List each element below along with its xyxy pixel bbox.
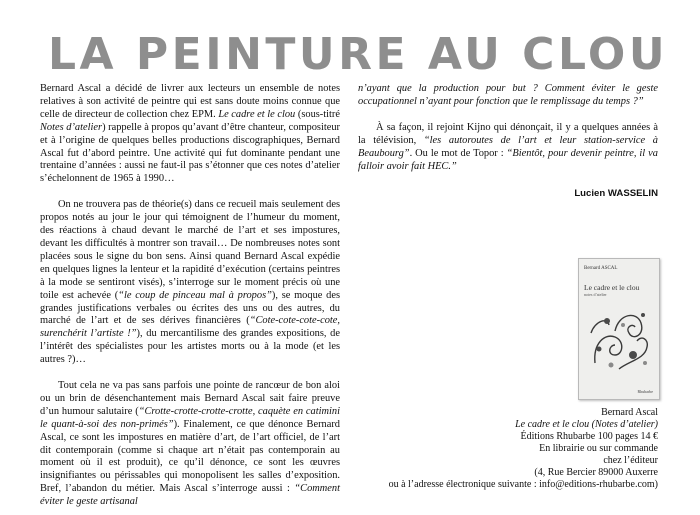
author-signature: Lucien WASSELIN [574, 188, 658, 199]
book-cover-title: Le cadre et le clou [584, 283, 640, 292]
caption-title-sub: (Notes d’atelier) [589, 419, 658, 430]
book-cover-artwork [585, 303, 653, 375]
text-run: ) rappelle à propos qu’avant d’être chanteur, compositeur et à l’origine de quelques belles productions discographiques, Bernard Ascal fut d’abord peintre. Une activité qui fut dominante pendant une trentaine d’années : aussi ne faut-il pas s’étonner que ces notes d’atelier s’échelonnent de 1965 à 1990… [40, 121, 340, 185]
caption-title [338, 419, 658, 431]
caption-address: (4, Rue Bercier 89000 Auxerre [534, 467, 658, 478]
right-column [358, 83, 658, 173]
text-run: Le cadre et le clou [218, 108, 296, 120]
book-cover-image [578, 258, 660, 400]
paragraph-2 [40, 199, 340, 367]
left-column [40, 83, 340, 509]
article-title: LA PEINTURE AU CLOU [48, 29, 669, 80]
text-run: ), se moque des grandes justifications verbales ou écrites des uns ou des autres, du marché de l’art et de ses dérives financières ( [40, 289, 340, 327]
text-run: ). Finalement, ce que dénonce Bernard Ascal, ce sont les impostures en matière d’art, de l’art officiel, de l’art dit contemporain (comme si chaque art n’était pas contemporain au moment où il est produit), ce qu’il dénonce, ce sont les œuvres insignifiantes ou périssables qui monopolisent les salles d’exposition. Bref, l’abandon du métier. Mais Ascal s’interroge aussi : [40, 418, 340, 495]
text-run: Bernard Ascal a décidé de livrer aux lecteurs un ensemble de notes relatives à son activité de peintre qui est sans doute moins connue que celle de directeur de collection chez EPM. [40, 83, 340, 120]
paragraph-3 [40, 380, 340, 509]
paragraph-4 [358, 83, 658, 109]
text-run: n’ayant que la production pour but ? Comment éviter le geste occupationnel n’ayant pour fonction que le remplissage du temps ?” [358, 83, 658, 107]
caption-email: ou à l’adresse électronique suivante : info@editions-rhubarbe.com) [388, 479, 658, 490]
text-run: “Cote-cote-cote-cote, surenchérit l’artiste !” [40, 315, 340, 340]
book-cover-subtitle: notes d’atelier [584, 292, 607, 297]
text-run: Tout cela ne va pas sans parfois une pointe de rancœur de bon aloi ou un brin de désenchantement mais Bernard Ascal sait faire preuve d’un humour salutaire ( [40, 380, 340, 417]
text-run: “les autoroutes de l’art et leur station-service à Beaubourg” [358, 134, 658, 159]
text-run: “Comment éviter le geste artisanal [40, 483, 340, 508]
caption-details: Éditions Rhubarbe 100 pages 14 € [520, 431, 658, 442]
book-cover-publisher: Rhubarbe [637, 389, 653, 394]
caption-author: Bernard Ascal [601, 407, 658, 418]
text-run: ), du mercantilisme des grandes expositions, de l’intérêt des spécialistes pour les artistes morts ou à la mode (et les autres ?)… [40, 328, 340, 366]
text-run: À sa façon, il rejoint Kijno qui dénonçait, il y a quelques années à la télévision, [358, 121, 658, 146]
caption-availability: En librairie ou sur commande [539, 443, 658, 454]
book-caption [338, 407, 658, 491]
text-run: Notes d’atelier [40, 121, 103, 133]
text-run: “Bientôt, pour devenir peintre, il va falloir avoir fait HEC.” [358, 147, 658, 172]
text-run: “le coup de pinceau mal à propos” [118, 289, 272, 301]
paragraph-1 [40, 83, 340, 186]
caption-publisher: chez l’éditeur [603, 455, 658, 466]
text-run: “Crotte-crotte-crotte-crotte, caquète en catimini le quant-à-soi des non-primés” [40, 405, 340, 430]
text-run: On ne trouvera pas de théorie(s) dans ce recueil mais seulement des propos notés au jour le jour qui témoignent de l’humeur du moment, des réactions à chaud devant le marché de l’art et ses impostures, devant les difficultés à montrer son travail… De nombreuses notes sont placées sous le signe du bon sens. Ainsi quand Bernard Ascal expédie en quelques lignes la lenteur et la rapidité d’exécution (certains peintres à la mode se sentiront visés), s’interroge sur le moment précis où une toile est achevée ( [40, 199, 340, 301]
text-run: (sous-titré [295, 108, 340, 120]
paragraph-5 [358, 122, 658, 174]
book-cover-author: Bernard ASCAL [584, 266, 618, 271]
text-run: . Ou le mot de Topor : [409, 147, 507, 159]
caption-title-main: Le cadre et le clou [515, 419, 590, 430]
